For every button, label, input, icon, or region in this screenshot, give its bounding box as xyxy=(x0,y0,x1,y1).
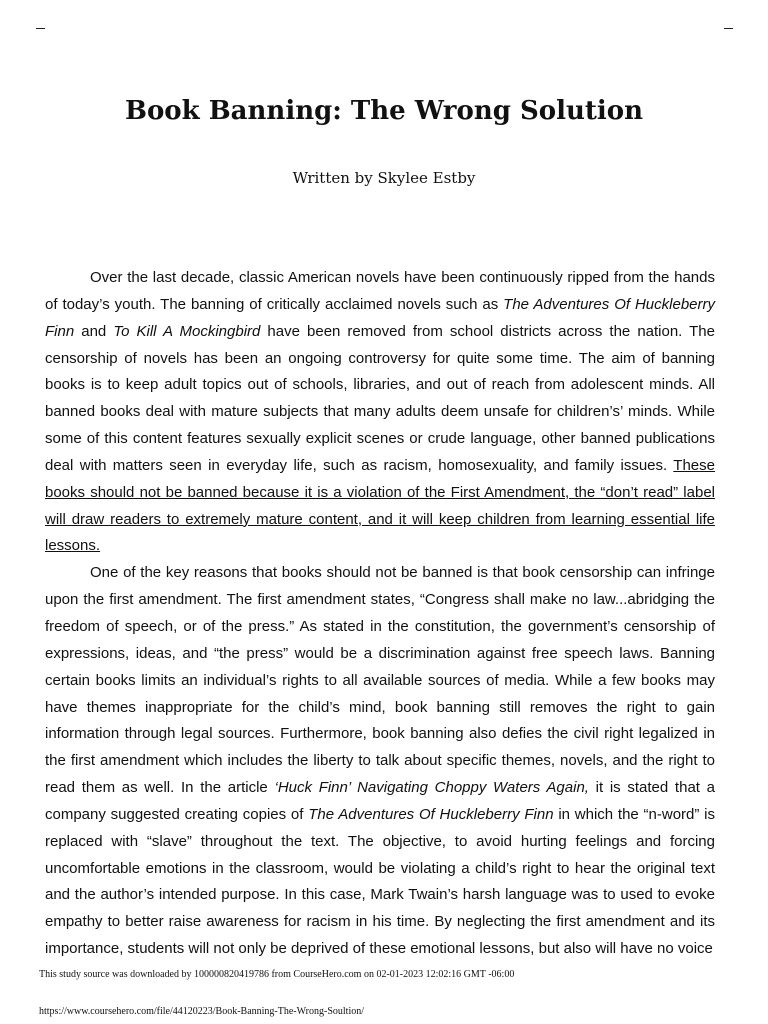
text-segment: and xyxy=(74,322,114,340)
crop-mark-left xyxy=(36,28,45,29)
paragraph-first-amendment xyxy=(45,560,715,963)
book-title: The Adventures Of Huckleberry Finn xyxy=(308,805,554,823)
book-title: To Kill A Mockingbird xyxy=(113,322,261,340)
thesis-statement: These books should not be banned because it is a violation of the First Amendment, the “don’t read” label will draw readers to extremely mature content, and it will keep children from learning essential life lessons. xyxy=(45,456,715,555)
document-body xyxy=(45,265,715,963)
text-segment: in which the “n-word” is replaced with “slave” throughout the text. The objective, to avoid hurting feelings and forcing uncomfortable emotions in the classroom, would be violating a child’s right to hear the original text and the author’s intended purpose. In this case, Mark Twain’s harsh language was to used to evoke empathy to better raise awareness for racism in his time. By neglecting the first amendment and its importance, students will not only be deprived of these emotional lessons, but also will have no voice xyxy=(45,805,715,958)
author-line: Written by Skylee Estby xyxy=(292,169,476,187)
article-title: ‘Huck Finn’ Navigating Choppy Waters Again, xyxy=(274,779,589,797)
text-segment: have been removed from school districts across the nation. The censorship of novels has been an ongoing controversy for quite some time. The aim of banning books is to keep adult topics out of schools, libraries, and out of reach from adolescent minds. All banned books deal with mature subjects that many adults deem unsafe for children’s’ minds. While some of this content features sexually explicit scenes or crude language, other banned publications deal with matters seen in everyday life, such as racism, homosexuality, and family issues. xyxy=(45,322,715,474)
book-title: The Adventures Of Huckleberry Finn xyxy=(45,295,715,340)
text-segment: One of the key reasons that books should not be banned is that book censorship can infringe upon the first amendment. The first amendment states, “Congress shall make no law...abridging the freedom of speech, or of the press.” As stated in the constitution, the government’s censorship of expressions, ideas, and “the press” would be a discrimination against free speech laws. Banning certain books limits an individual’s rights to all available sources of media. While a few books may have themes inappropriate for the child’s mind, book banning still removes the right to gain information through legal sources. Furthermore, book banning also defies the civil right legalized in the first amendment which includes the liberty to talk about specific themes, novels, and the right to read them as well. In the article xyxy=(45,564,715,797)
text-segment: it is stated that a company suggested creating copies of xyxy=(45,779,715,823)
crop-mark-right xyxy=(724,28,733,29)
text-segment: Over the last decade, classic American novels have been continuously ripped from the hands of today’s youth. The banning of critically acclaimed novels such as xyxy=(45,269,715,313)
source-url: https://www.coursehero.com/file/44120223/Book-Banning-The-Wrong-Soultion/ xyxy=(39,1006,365,1017)
document-title: Book Banning: The Wrong Solution xyxy=(124,96,644,126)
paragraph-intro xyxy=(45,265,715,560)
download-source-note: This study source was downloaded by 100000820419786 from CourseHero.com on 02-01-2023 12:02:16 GMT -06:00 xyxy=(39,969,515,980)
